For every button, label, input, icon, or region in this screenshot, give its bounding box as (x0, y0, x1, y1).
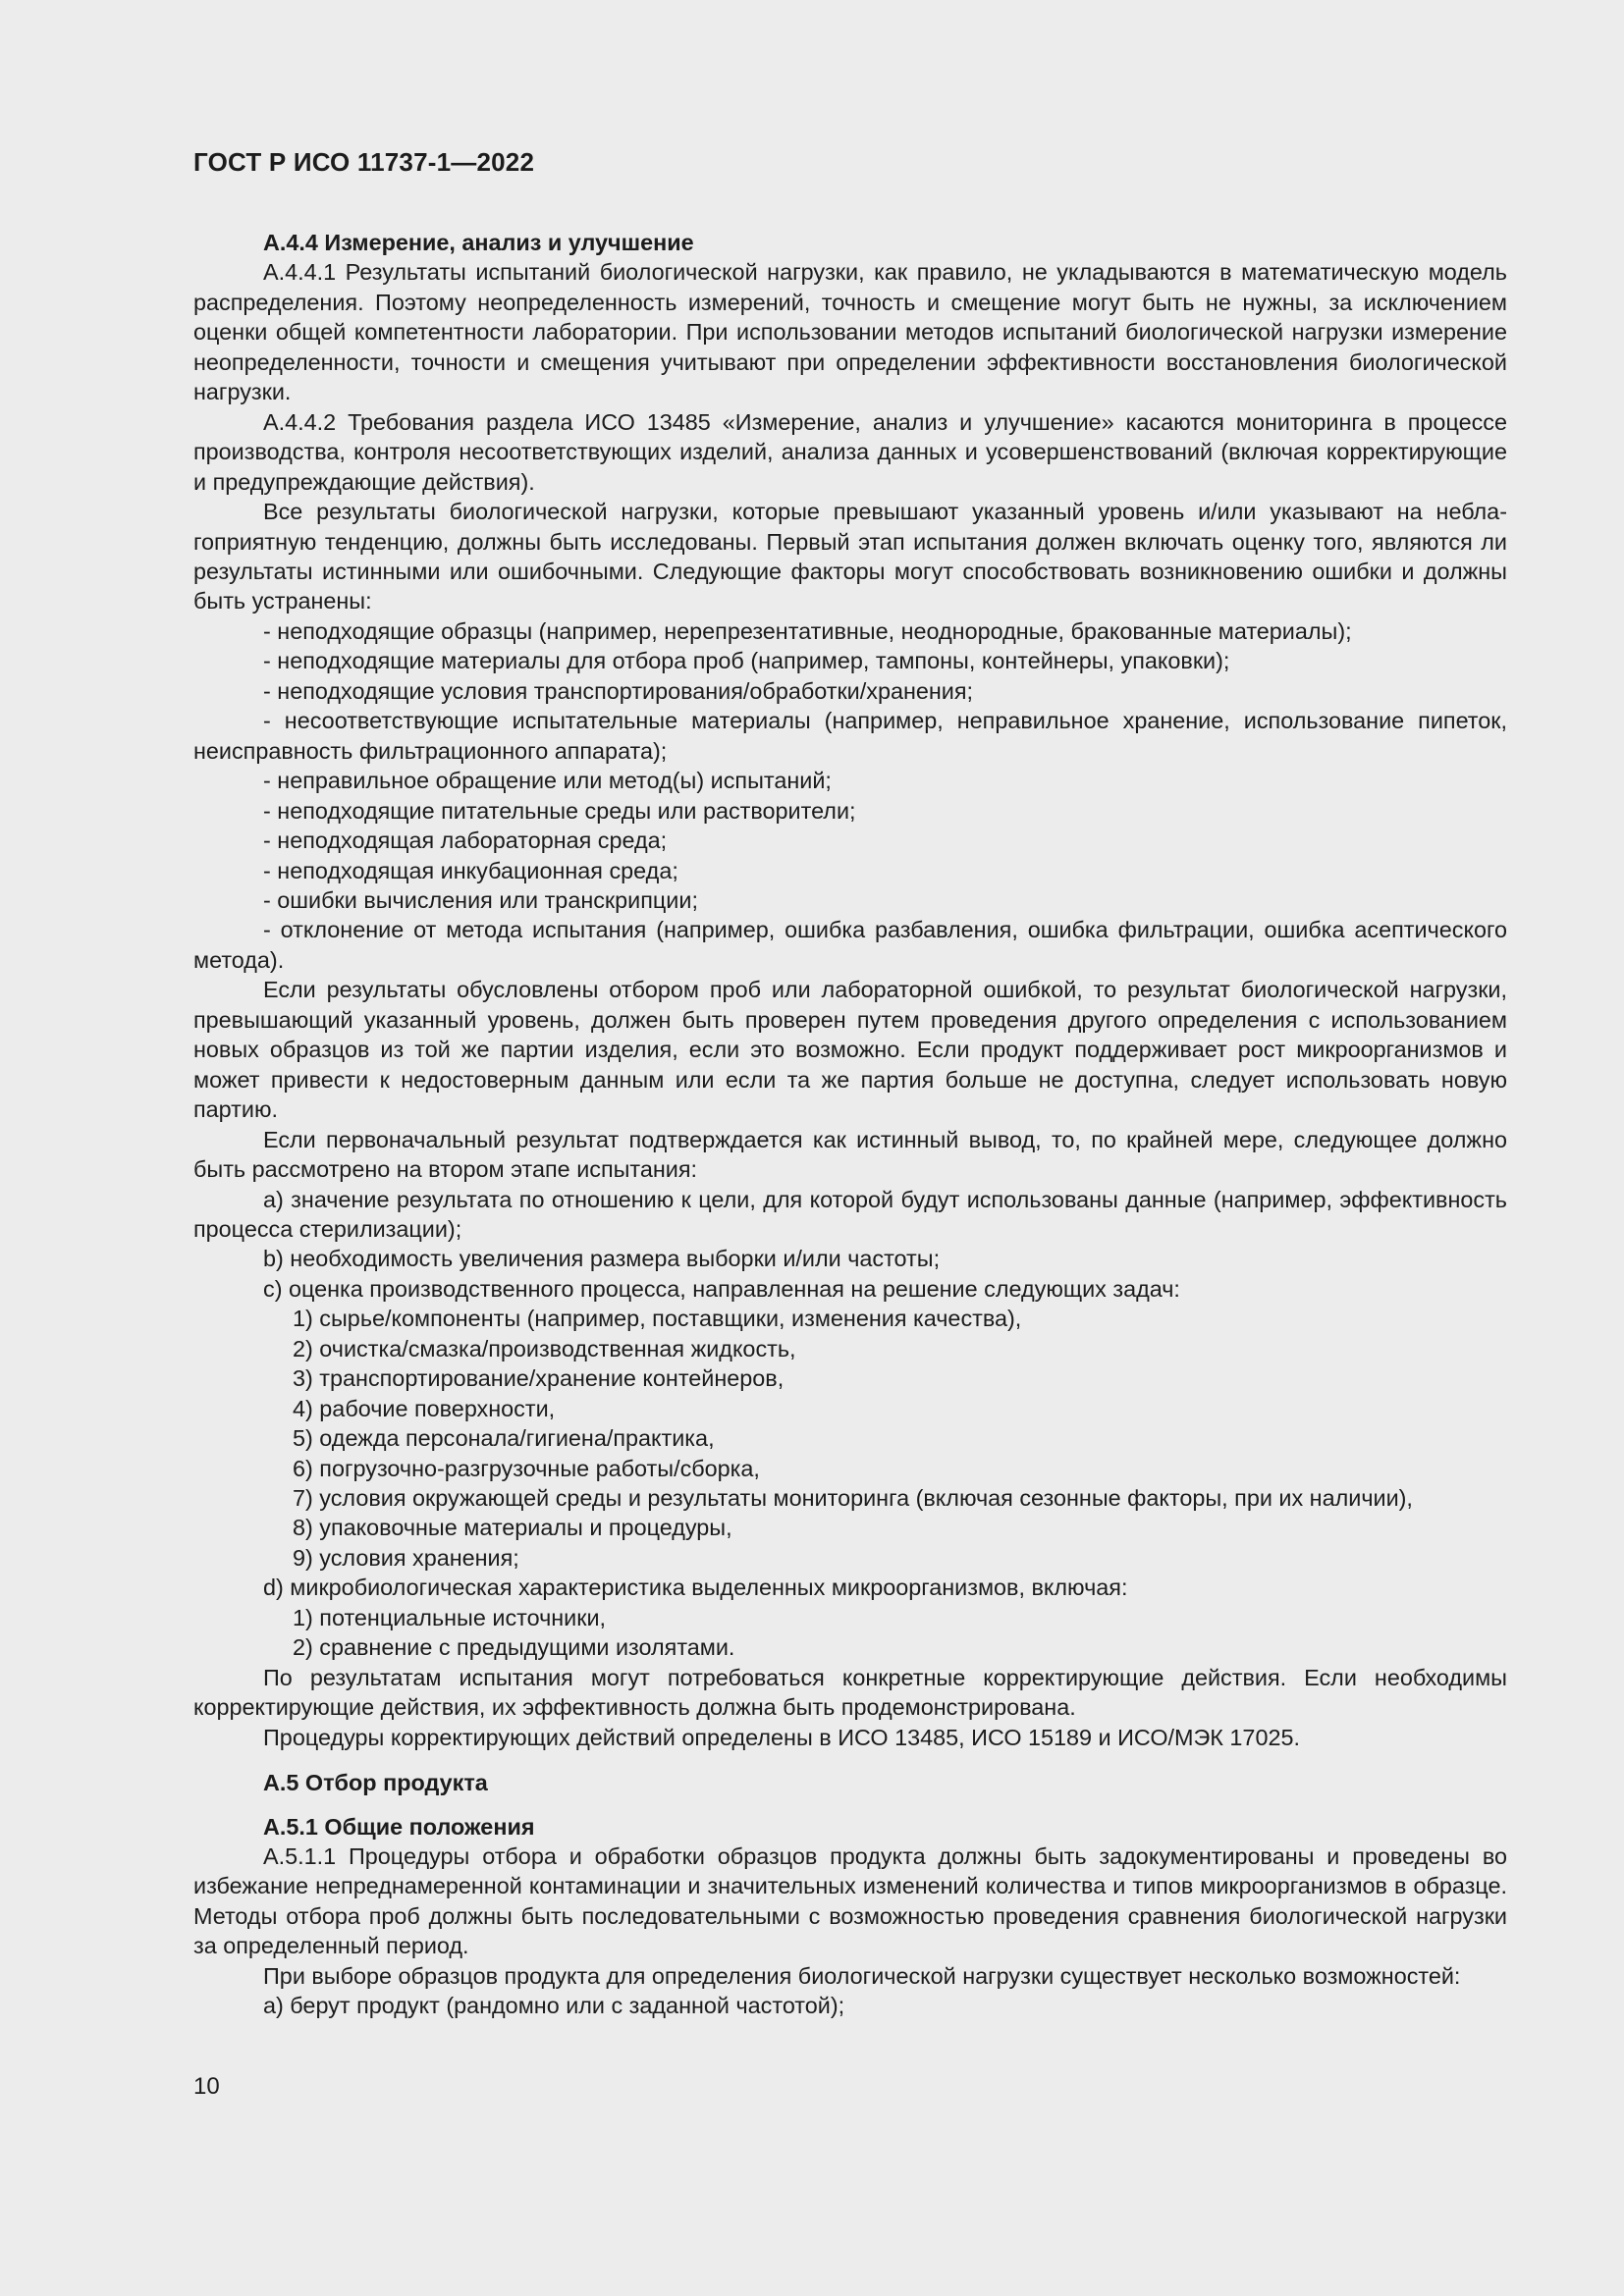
list-item: - неправильное обращение или метод(ы) испытаний; (263, 768, 832, 794)
list-item: b) необходимость увеличения размера выборки и/или частоты; (263, 1246, 941, 1272)
sub-list-item: 1) потенциальные источники, (293, 1604, 607, 1630)
sub-list-item: 9) условия хранения; (293, 1544, 519, 1571)
sub-list-item: 6) погрузочно-разгрузочные работы/сборка, (293, 1455, 760, 1481)
section-heading-a51: А.5.1 Общие положения (263, 1813, 535, 1840)
list-item: - неподходящая лабораторная среда; (263, 828, 668, 854)
sub-list-item: 7) условия окружающей среды и результаты мониторинга (включая сезонные факторы, при их наличии), (293, 1485, 1413, 1512)
sub-list-item: 8) упаковочные материалы и процедуры, (293, 1515, 732, 1541)
list-item: a) берут продукт (рандомно или с заданной частотой); (263, 1993, 845, 2019)
paragraph: А.5.1.1 Процедуры отбора и обработки образцов продукта должны быть задокументированы и проведены во избежание непреднамеренной контаминации и значительных изменений количества и типов микроорганизмов в образце. Методы отбора проб должны быть последовательными с возможностью проведения сравнения биологической нагрузки за определенный период. (193, 1843, 1507, 1959)
sub-list-item: 5) одежда персонала/гигиена/практика, (293, 1425, 715, 1452)
paragraph: А.4.4.2 Требования раздела ИСО 13485 «Измерение, анализ и улучшение» касаются мониторинга в процессе производства, контроля несоответствующих изделий, анализа данных и усовершенствований (включая корректирующие и предупреждающие действия). (193, 408, 1507, 495)
list-item: - ошибки вычисления или транскрипции; (263, 886, 698, 913)
sub-list-item: 1) сырье/компоненты (например, поставщики, изменения качества), (293, 1306, 1022, 1332)
document-header: ГОСТ Р ИСО 11737-1—2022 (193, 147, 535, 177)
paragraph: Если первоначальный результат подтверждается как истинный вывод, то, по крайней мере, следующее должно быть рассмотрено на втором этапе испытания: (193, 1126, 1507, 1183)
sub-list-item: 2) очистка/смазка/производственная жидкость, (293, 1335, 796, 1362)
paragraph: Процедуры корректирующих действий определены в ИСО 13485, ИСО 15189 и ИСО/МЭК 17025. (263, 1724, 1300, 1750)
section-heading-a5: А.5 Отбор продукта (263, 1770, 488, 1796)
list-item: - несоответствующие испытательные материалы (например, неправильное хранение, использование пипеток, неисправность фильтрационного аппарата); (193, 708, 1507, 764)
page-number: 10 (193, 2073, 220, 2100)
paragraph: А.4.4.1 Результаты испытаний биологической нагрузки, как правило, не укладываются в математическую модель распределения. Поэтому неопределенность измерений, точность и смещение могут быть не нужны, за исключением оценки общей компетентности лаборатории. При использовании методов испытаний биологической нагрузки измерение неопределенности, точности и смещения учитывают при определении эффективности восстановления биологической нагрузки. (193, 259, 1507, 405)
sub-list-item: 4) рабочие поверхности, (293, 1395, 556, 1421)
paragraph: Если результаты обусловлены отбором проб или лабораторной ошибкой, то результат биологической нагрузки, превышающий указанный уровень, должен быть проверен путем проведения другого определения с использованием новых образцов из той же партии изделия, если это возможно. Если продукт поддерживает рост микроорганизмов и может привести к недостоверным данным или если та же партия больше не доступна, следует использовать новую партию. (193, 977, 1507, 1123)
section-heading-a44: А.4.4 Измерение, анализ и улучшение (263, 230, 694, 255)
list-item: - неподходящие условия транспортирования/обработки/хранения; (263, 677, 974, 704)
list-item: - отклонение от метода испытания (например, ошибка разбавления, ошибка фильтрации, ошибка асептического метода). (193, 917, 1507, 973)
list-item: - неподходящая инкубационная среда; (263, 857, 678, 883)
list-item: - неподходящие материалы для отбора проб (например, тампоны, контейнеры, упаковки); (263, 648, 1230, 674)
list-item: a) значение результата по отношению к цели, для которой будут использованы данные (например, эффективность процесса стерилизации); (193, 1186, 1507, 1242)
document-body (193, 228, 1507, 2021)
list-item: - неподходящие питательные среды или растворители; (263, 797, 856, 824)
paragraph: По результатам испытания могут потребоваться конкретные корректирующие действия. Если необходимы корректирующие действия, их эффективность должна быть продемонстрирована. (193, 1664, 1507, 1721)
paragraph: При выборе образцов продукта для определения биологической нагрузки существует несколько возможностей: (263, 1962, 1461, 1989)
sub-list-item: 3) транспортирование/хранение контейнеров, (293, 1365, 785, 1392)
list-item: d) микробиологическая характеристика выделенных микроорганизмов, включая: (263, 1575, 1128, 1601)
sub-list-item: 2) сравнение с предыдущими изолятами. (293, 1634, 735, 1661)
list-item: c) оценка производственного процесса, направленная на решение следующих задач: (263, 1275, 1180, 1302)
list-item: - неподходящие образцы (например, нерепрезентативные, неоднородные, бракованные материалы); (263, 617, 1352, 644)
paragraph: Все результаты биологической нагрузки, которые превышают указанный уровень и/или указывают на неблагоприятную тенденцию, должны быть исследованы. Первый этап испытания должен включать оценку того, являются ли результаты истинными или ошибочными. Следующие факторы могут способствовать возникновению ошибки и должны быть устранены: (193, 499, 1507, 614)
